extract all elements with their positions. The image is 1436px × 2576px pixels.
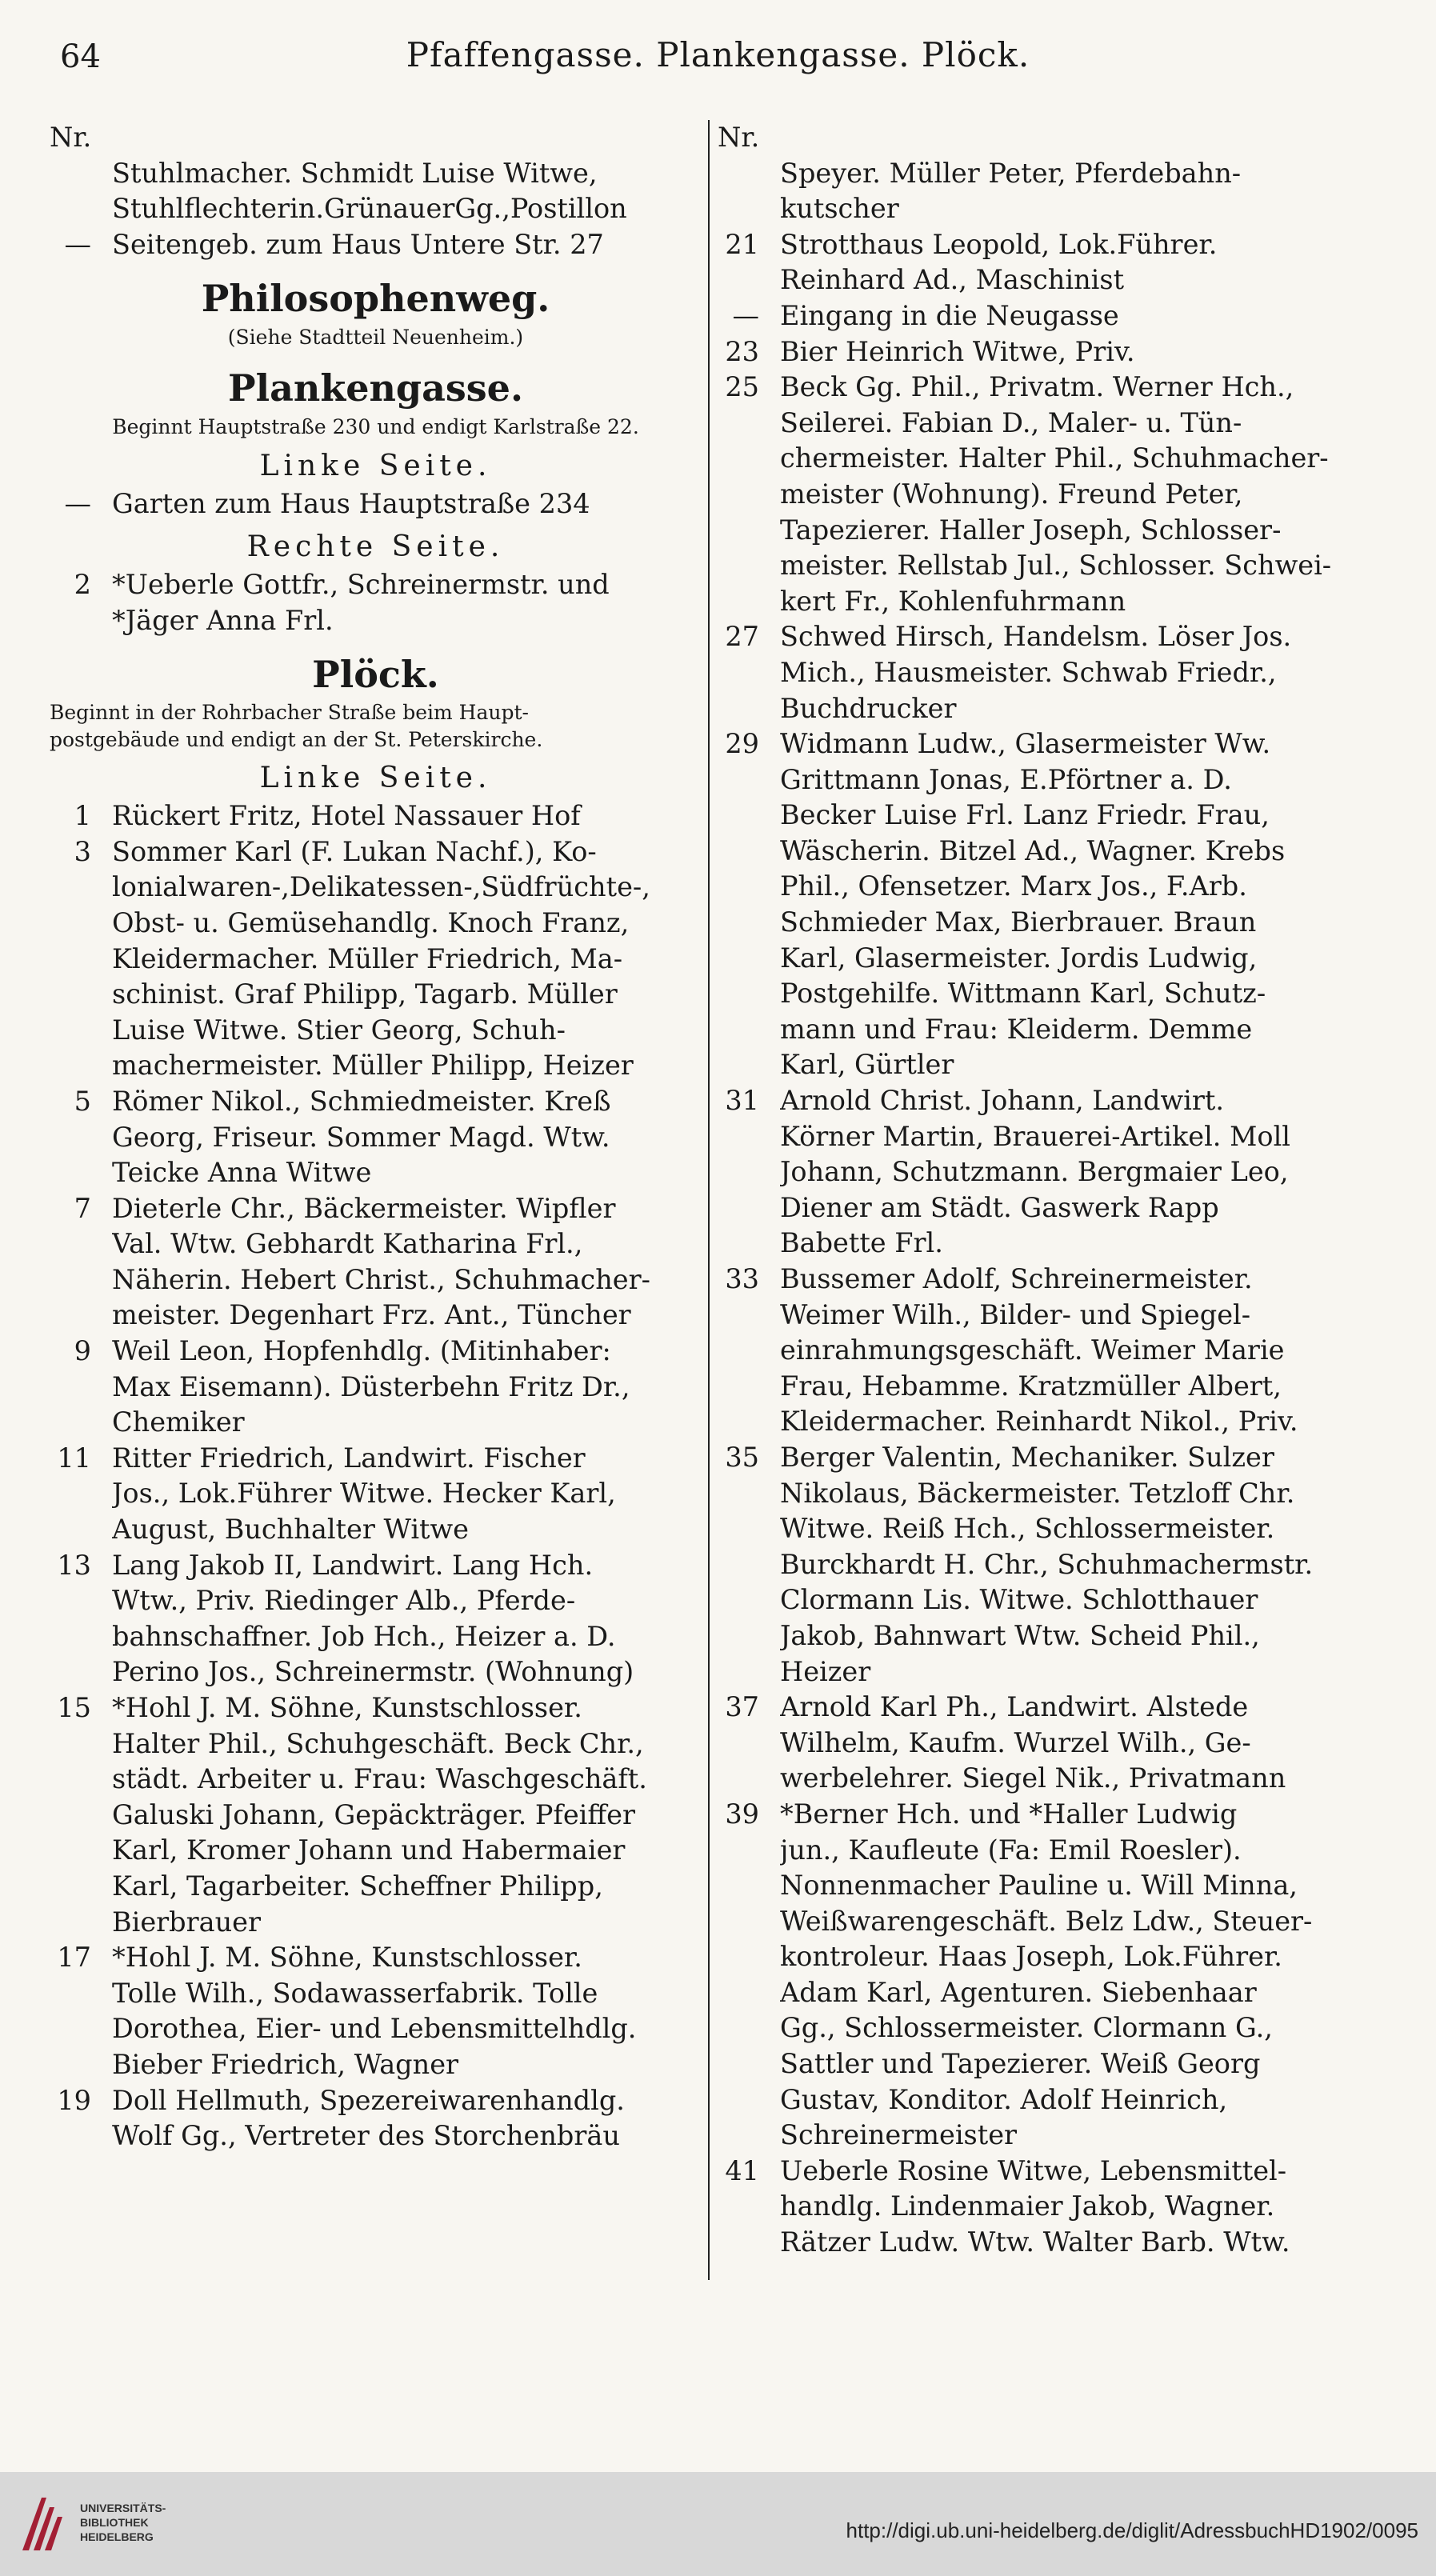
- text-line: Stuhlmacher. Schmidt Luise Witwe,: [112, 157, 598, 189]
- text-line: meister (Wohnung). Freund Peter,: [780, 478, 1243, 510]
- street-heading-plankengasse: Plankengasse.: [228, 366, 523, 410]
- text-line: Max Eisemann). Düsterbehn Fritz Dr.,: [112, 1370, 630, 1402]
- text-line: Gustav, Konditor. Adolf Heinrich,: [780, 2083, 1228, 2115]
- house-number: 13: [57, 1549, 91, 1581]
- text-line: Adam Karl, Agenturen. Siebenhaar: [780, 1976, 1257, 2008]
- text-line: kontroleur. Haas Joseph, Lok.Führer.: [780, 1941, 1282, 1973]
- text-line: Dorothea, Eier- und Lebensmittelhdlg.: [112, 2013, 637, 2045]
- text-line: einrahmungsgeschäft. Weimer Marie: [780, 1334, 1285, 1366]
- source-url-link[interactable]: http://digi.ub.uni-heidelberg.de/diglit/AdressbuchHD1902/0095: [846, 2518, 1418, 2542]
- text-line: machermeister. Müller Philipp, Heizer: [112, 1050, 634, 1082]
- text-line: Ueberle Rosine Witwe, Lebensmittel-: [780, 2154, 1287, 2186]
- text-line: Beginnt in der Rohrbacher Straße beim Haupt-: [50, 701, 529, 725]
- text-line: *Ueberle Gottfr., Schreinermstr. und: [112, 568, 610, 600]
- text-line: Heizer: [780, 1655, 871, 1687]
- text-line: Sattler und Tapezierer. Weiß Georg: [780, 2048, 1261, 2080]
- house-number: 2: [74, 568, 91, 600]
- text-line: Doll Hellmuth, Spezereiwarenhandlg.: [112, 2084, 625, 2116]
- text-line: Bierbrauer: [112, 1906, 262, 1938]
- text-line: Luise Witwe. Stier Georg, Schuh-: [112, 1014, 566, 1046]
- text-line: Mich., Hausmeister. Schwab Friedr.,: [780, 656, 1277, 688]
- column-nr-label: Nr.: [718, 122, 760, 153]
- text-line: Berger Valentin, Mechaniker. Sulzer: [780, 1441, 1274, 1473]
- text-line: Reinhard Ad., Maschinist: [780, 264, 1125, 296]
- address-entry: [50, 1940, 702, 2082]
- street-note: Beginnt Hauptstraße 230 und endigt Karlstraße 22.: [112, 415, 639, 439]
- text-line: Körner Martin, Brauerei-Artikel. Moll: [780, 1120, 1291, 1152]
- text-line: Nonnenmacher Pauline u. Will Minna,: [780, 1870, 1298, 1902]
- text-line: Rückert Fritz, Hotel Nassauer Hof: [112, 800, 581, 832]
- text-line: Näherin. Hebert Christ., Schuhmacher-: [112, 1263, 650, 1295]
- address-entry: [718, 298, 1374, 334]
- page-number: 64: [60, 38, 101, 75]
- text-line: Witwe. Reiß Hch., Schlossermeister.: [780, 1513, 1275, 1545]
- text-line: Arnold Christ. Johann, Landwirt.: [780, 1085, 1224, 1117]
- address-entry: [718, 370, 1374, 619]
- text-line: Garten zum Haus Hauptstraße 234: [112, 488, 590, 520]
- text-line: Burckhardt H. Chr., Schuhmachermstr.: [780, 1548, 1314, 1580]
- text-line: Stuhlflechterin.GrünauerGg.,Postillon: [112, 193, 627, 225]
- side-heading-left: Linke Seite.: [259, 762, 492, 795]
- text-line: postgebäude und endigt an der St. Peterskirche.: [50, 728, 543, 752]
- address-entry: [718, 619, 1374, 726]
- street-note: (Siehe Stadtteil Neuenheim.): [227, 326, 524, 350]
- text-line: *Berner Hch. und *Haller Ludwig: [780, 1798, 1238, 1830]
- text-line: Jos., Lok.Führer Witwe. Hecker Karl,: [112, 1478, 616, 1510]
- house-number: 29: [725, 728, 759, 760]
- house-number: 17: [57, 1942, 91, 1974]
- column-nr-label: Nr.: [50, 122, 92, 153]
- text-line: kutscher: [780, 193, 899, 225]
- address-entry: [50, 1191, 702, 1334]
- text-line: Kleidermacher. Reinhardt Nikol., Priv.: [780, 1406, 1298, 1438]
- text-line: Seitengeb. zum Haus Untere Str. 27: [112, 228, 604, 260]
- text-line: werbelehrer. Siegel Nik., Privatmann: [780, 1762, 1286, 1794]
- text-line: Rätzer Ludw. Wtw. Walter Barb. Wtw.: [780, 2226, 1290, 2258]
- text-line: *Hohl J. M. Söhne, Kunstschlosser.: [112, 1692, 582, 1723]
- street-heading-ploeck: Plöck.: [312, 653, 439, 697]
- address-entry: [718, 1262, 1374, 1440]
- address-entry: [50, 834, 702, 1084]
- library-logo-icon: [18, 2493, 70, 2555]
- left-column: [50, 120, 702, 2296]
- continued-entry: [50, 156, 702, 227]
- house-number: 9: [74, 1335, 91, 1367]
- house-number: 21: [725, 228, 759, 260]
- address-entry: [718, 1083, 1374, 1262]
- address-entry: [50, 567, 702, 638]
- text-line: Karl, Tagarbeiter. Scheffner Philipp,: [112, 1870, 603, 1902]
- text-line: Weil Leon, Hopfenhdlg. (Mitinhaber:: [112, 1335, 611, 1367]
- text-line: Galuski Johann, Gepäckträger. Pfeiffer: [112, 1798, 636, 1830]
- text-line: Chemiker: [112, 1406, 245, 1438]
- side-heading-right: Rechte Seite.: [246, 530, 505, 563]
- column-divider: [708, 120, 710, 2280]
- text-line: Phil., Ofensetzer. Marx Jos., F.Arb.: [780, 870, 1247, 902]
- house-number: 3: [74, 835, 91, 867]
- text-line: meister. Degenhart Frz. Ant., Tüncher: [112, 1299, 631, 1331]
- text-line: Schmieder Max, Bierbrauer. Braun: [780, 906, 1257, 938]
- text-line: Sommer Karl (F. Lukan Nachf.), Ko-: [112, 835, 597, 867]
- text-line: städt. Arbeiter u. Frau: Waschgeschäft.: [112, 1763, 647, 1795]
- address-entry: [50, 1441, 702, 1548]
- text-line: bahnschaffner. Job Hch., Heizer a. D.: [112, 1620, 616, 1652]
- text-line: Bier Heinrich Witwe, Priv.: [780, 335, 1135, 367]
- text-line: Wilhelm, Kaufm. Wurzel Wilh., Ge-: [780, 1726, 1251, 1758]
- text-line: handlg. Lindenmaier Jakob, Wagner.: [780, 2190, 1275, 2222]
- address-entry: [50, 1334, 702, 1441]
- text-line: Lang Jakob II, Landwirt. Lang Hch.: [112, 1549, 594, 1581]
- text-line: Kleidermacher. Müller Friedrich, Ma-: [112, 942, 623, 974]
- text-line: Georg, Friseur. Sommer Magd. Wtw.: [112, 1121, 610, 1153]
- text-line: Seilerei. Fabian D., Maler- u. Tün-: [780, 406, 1242, 438]
- house-number: 33: [725, 1263, 759, 1294]
- text-line: Nikolaus, Bäckermeister. Tetzloff Chr.: [780, 1477, 1295, 1509]
- house-number: 19: [57, 2084, 91, 2116]
- address-entry: [50, 1084, 702, 1191]
- text-line: *Jäger Anna Frl.: [112, 604, 334, 636]
- address-entry: [718, 1440, 1374, 1690]
- right-column: [718, 120, 1374, 2296]
- address-entry: [718, 726, 1374, 1083]
- house-number: 15: [57, 1692, 91, 1723]
- text-line: Becker Luise Frl. Lanz Friedr. Frau,: [780, 799, 1270, 831]
- library-logo[interactable]: [18, 2493, 178, 2557]
- address-entry: [718, 334, 1374, 370]
- address-entry: [50, 1690, 702, 1940]
- house-number: 5: [74, 1085, 91, 1117]
- house-number: 31: [725, 1085, 759, 1117]
- logo-line: UNIVERSITÄTS-: [80, 2502, 166, 2514]
- house-number: 11: [57, 1442, 91, 1474]
- text-line: Strotthaus Leopold, Lok.Führer.: [780, 228, 1218, 260]
- text-line: meister. Rellstab Jul., Schlosser. Schwei-: [780, 550, 1332, 582]
- text-line: chermeister. Halter Phil., Schuhmacher-: [780, 442, 1329, 474]
- text-line: Grittmann Jonas, E.Pförtner a. D.: [780, 763, 1232, 795]
- text-line: Teicke Anna Witwe: [112, 1157, 372, 1189]
- text-line: Widmann Ludw., Glasermeister Ww.: [780, 728, 1271, 760]
- house-number: 25: [725, 371, 759, 403]
- text-line: schinist. Graf Philipp, Tagarb. Müller: [112, 978, 618, 1010]
- house-number: 41: [725, 2154, 759, 2186]
- address-entry: [718, 227, 1374, 298]
- address-entry: [718, 1690, 1374, 1797]
- text-line: Perino Jos., Schreinermstr. (Wohnung): [112, 1656, 634, 1688]
- text-line: Weimer Wilh., Bilder- und Spiegel-: [780, 1298, 1251, 1330]
- text-line: Tolle Wilh., Sodawasserfabrik. Tolle: [112, 1977, 598, 2009]
- text-line: Postgehilfe. Wittmann Karl, Schutz-: [780, 978, 1266, 1010]
- street-heading-philosophenweg: Philosophenweg.: [201, 277, 550, 321]
- house-number: 37: [725, 1691, 759, 1723]
- side-heading-left: Linke Seite.: [259, 450, 492, 483]
- text-line: Karl, Gürtler: [780, 1049, 954, 1081]
- text-line: Obst- u. Gemüsehandlg. Knoch Franz,: [112, 906, 630, 938]
- text-line: Speyer. Müller Peter, Pferdebahn-: [780, 157, 1242, 189]
- address-entry: [50, 798, 702, 834]
- text-line: Karl, Glasermeister. Jordis Ludwig,: [780, 942, 1258, 974]
- text-line: mann und Frau: Kleiderm. Demme: [780, 1013, 1253, 1045]
- text-line: Arnold Karl Ph., Landwirt. Alstede: [780, 1691, 1249, 1723]
- text-line: Römer Nikol., Schmiedmeister. Kreß: [112, 1085, 611, 1117]
- text-line: Schreinermeister: [780, 2119, 1018, 2151]
- text-line: Halter Phil., Schuhgeschäft. Beck Chr.,: [112, 1727, 644, 1759]
- text-line: Wtw., Priv. Riedinger Alb., Pferde-: [112, 1585, 576, 1617]
- text-line: Bieber Friedrich, Wagner: [112, 2048, 459, 2080]
- text-line: Clormann Lis. Witwe. Schlotthauer: [780, 1584, 1258, 1616]
- address-entry: [50, 227, 702, 263]
- text-line: Buchdrucker: [780, 692, 957, 724]
- address-entry: [50, 1548, 702, 1690]
- text-line: Johann, Schutzmann. Bergmaier Leo,: [780, 1156, 1289, 1188]
- text-columns: [50, 120, 1378, 2296]
- house-number: —: [732, 299, 759, 331]
- house-number: —: [64, 228, 91, 260]
- street-note: [50, 699, 702, 754]
- house-number: 7: [74, 1192, 91, 1224]
- text-line: kert Fr., Kohlenfuhrmann: [780, 585, 1126, 617]
- house-number: 27: [725, 621, 759, 653]
- library-logo-text: [80, 2501, 166, 2544]
- text-line: Beck Gg. Phil., Privatm. Werner Hch.,: [780, 371, 1294, 403]
- text-line: lonialwaren-,Delikatessen-,Südfrüchte-,: [112, 871, 650, 903]
- page-header: [60, 32, 1376, 88]
- house-number: —: [64, 488, 91, 520]
- logo-line: HEIDELBERG: [80, 2530, 154, 2543]
- text-line: Babette Frl.: [780, 1227, 943, 1259]
- text-line: Ritter Friedrich, Landwirt. Fischer: [112, 1442, 586, 1474]
- continued-entry: [718, 156, 1374, 227]
- address-entry: [718, 2154, 1374, 2261]
- text-line: Wäscherin. Bitzel Ad., Wagner. Krebs: [780, 834, 1286, 866]
- address-entry: [718, 1797, 1374, 2154]
- address-entry: [50, 486, 702, 522]
- text-line: Gg., Schlossermeister. Clormann G.,: [780, 2012, 1273, 2044]
- text-line: Jakob, Bahnwart Wtw. Scheid Phil.,: [780, 1619, 1260, 1651]
- text-line: Schwed Hirsch, Handelsm. Löser Jos.: [780, 621, 1292, 653]
- text-line: jun., Kaufleute (Fa: Emil Roesler).: [780, 1834, 1242, 1866]
- text-line: *Hohl J. M. Söhne, Kunstschlosser.: [112, 1942, 582, 1974]
- text-line: Karl, Kromer Johann und Habermaier: [112, 1834, 626, 1866]
- house-number: 23: [725, 335, 759, 367]
- text-line: Weißwarengeschäft. Belz Ldw., Steuer-: [780, 1905, 1313, 1937]
- house-number: 1: [74, 800, 91, 832]
- text-line: Val. Wtw. Gebhardt Katharina Frl.,: [112, 1228, 583, 1260]
- text-line: Eingang in die Neugasse: [780, 299, 1119, 331]
- house-number: 35: [725, 1441, 759, 1473]
- footer-bar: [0, 2472, 1436, 2576]
- text-line: Wolf Gg., Vertreter des Storchenbräu: [112, 2120, 620, 2152]
- address-entry: [50, 2083, 702, 2154]
- running-title: Pfaffengasse. Plankengasse. Plöck.: [406, 35, 1030, 74]
- house-number: 39: [725, 1798, 759, 1830]
- text-line: August, Buchhalter Witwe: [112, 1514, 470, 1546]
- text-line: Diener am Städt. Gaswerk Rapp: [780, 1191, 1219, 1223]
- text-line: Tapezierer. Haller Joseph, Schlosser-: [780, 514, 1282, 546]
- text-line: Dieterle Chr., Bäckermeister. Wipfler: [112, 1192, 616, 1224]
- logo-line: BIBLIOTHEK: [80, 2516, 149, 2529]
- text-line: Frau, Hebamme. Kratzmüller Albert,: [780, 1370, 1282, 1402]
- text-line: Bussemer Adolf, Schreinermeister.: [780, 1263, 1253, 1294]
